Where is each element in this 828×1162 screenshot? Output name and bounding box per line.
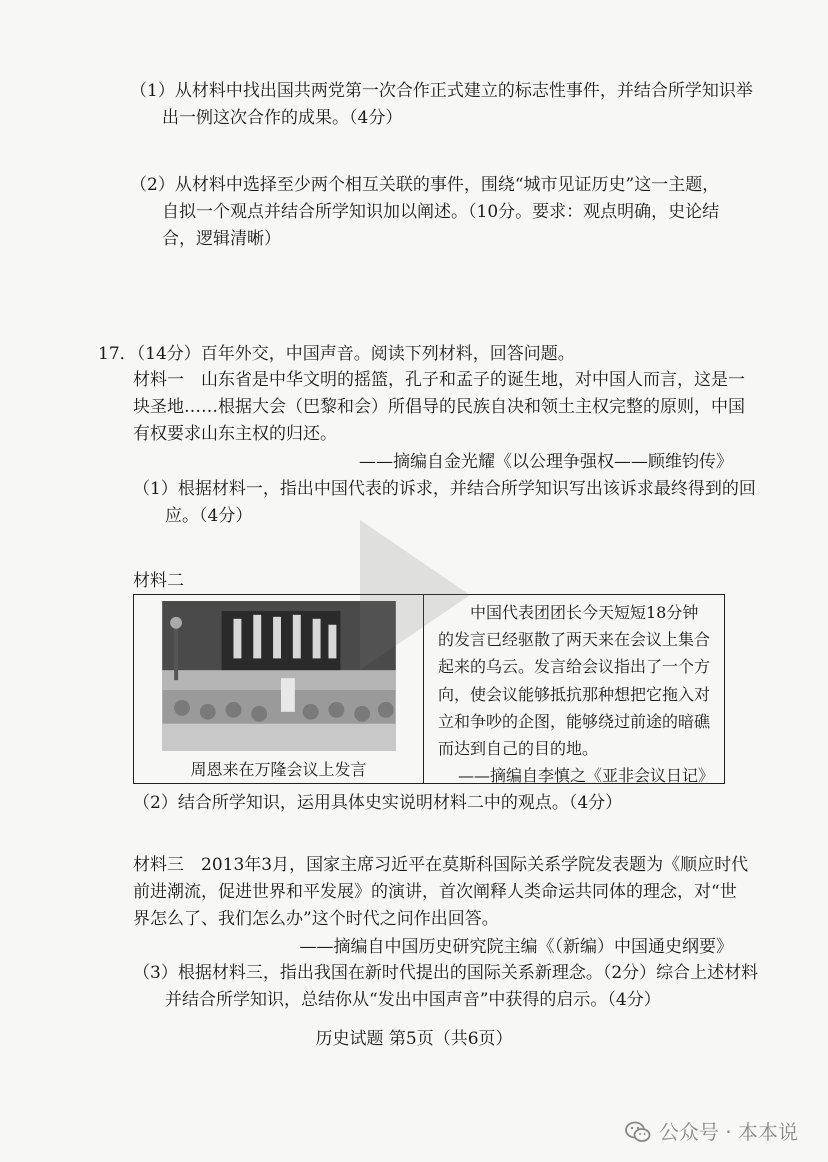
material3-source: ——摘编自中国历史研究院主编《（新编）中国通史纲要》 [299, 936, 733, 957]
material2-text-line: 起来的乌云。发言给会议指出了一个方 [438, 657, 711, 677]
q17-sub3 [133, 960, 759, 1014]
material2-source: ——摘编自李慎之《亚非会议日记》 [457, 766, 714, 786]
q16-sub1-line: （1）从材料中找出国共两党第一次合作正式建立的标志性事件，并结合所学知识举 [130, 81, 753, 101]
q16-sub1 [130, 78, 753, 132]
material3-line: 界怎么了、我们怎么办”这个时代之问作出回答。 [133, 909, 499, 930]
q17-sub2: （2）结合所学知识，运用具体史实说明材料二中的观点。（4分） [133, 793, 623, 813]
q17-sub3-line: 并结合所学知识，总结你从“发出中国声音”中获得的启示。（4分） [165, 990, 661, 1011]
material2-text-line: 中国代表团团长今天短短18分钟 [470, 603, 699, 622]
material1-line: 材料一 山东省是中华文明的摇篮，孔子和孟子的诞生地，对中国人而言，这是一 [133, 370, 745, 390]
play-icon[interactable] [360, 520, 470, 670]
material1-line: 有权要求山东主权的归还。 [133, 424, 337, 445]
material3-line: 前进潮流，促进世界和平发展》的演讲，首次阐释人类命运共同体的理念，对“世 [133, 882, 737, 903]
material2-label: 材料二 [133, 571, 184, 591]
wechat-icon [625, 1121, 651, 1143]
material2-caption: 周恩来在万隆会议上发言 [190, 760, 367, 780]
page-footer: 历史试题 第5页（共6页） [315, 1029, 513, 1049]
q16-sub2-line: （2）从材料中选择至少两个相互关联的事件，围绕“城市见证历史”这一主题， [130, 175, 720, 195]
material2-text-line: 向，使会议能够抵抗那种想把它拖入对 [438, 684, 711, 704]
q17-material3 [133, 852, 749, 961]
material3-line: 材料三 2013年3月，国家主席习近平在莫斯科国际关系学院发表题为《顺应时代 [133, 855, 749, 875]
q16-sub1-line: 出一例这次合作的成果。（4分） [162, 108, 403, 129]
watermark-text: 公众号 · 本本说 [658, 1120, 798, 1144]
q17-sub3-line: （3）根据材料三，指出我国在新时代提出的国际关系新理念。（2分）综合上述材料 [133, 963, 759, 983]
material2-text-line: 而达到自己的目的地。 [438, 738, 599, 758]
material1-line: 块圣地……根据大会（巴黎和会）所倡导的民族自决和领土主权完整的原则，中国 [133, 397, 745, 418]
q17-sub1-line: 应。（4分） [165, 506, 253, 527]
material2-text-line: 立和争吵的企图，能够绕过前途的暗礁 [438, 711, 711, 731]
watermark [625, 1116, 798, 1148]
material2-text-line: 的发言已经驱散了两天来在会议上集合 [438, 630, 711, 650]
q17-heading: 17．（14分）百年外交，中国声音。阅读下列材料，回答问题。 [98, 344, 575, 364]
q16-sub2-line: 合，逻辑清晰） [162, 229, 281, 250]
q17-sub1-line: （1）根据材料一，指出中国代表的诉求，并结合所学知识写出该诉求最终得到的回 [133, 479, 756, 499]
material1-source: ——摘编自金光耀《以公理争强权——顾维钧传》 [359, 451, 733, 472]
q17-material1 [133, 367, 745, 476]
q16-sub2 [130, 172, 730, 254]
q16-sub2-line: 自拟一个观点并结合所学知识加以阐述。（10分。要求：观点明确，史论结 [162, 202, 720, 223]
